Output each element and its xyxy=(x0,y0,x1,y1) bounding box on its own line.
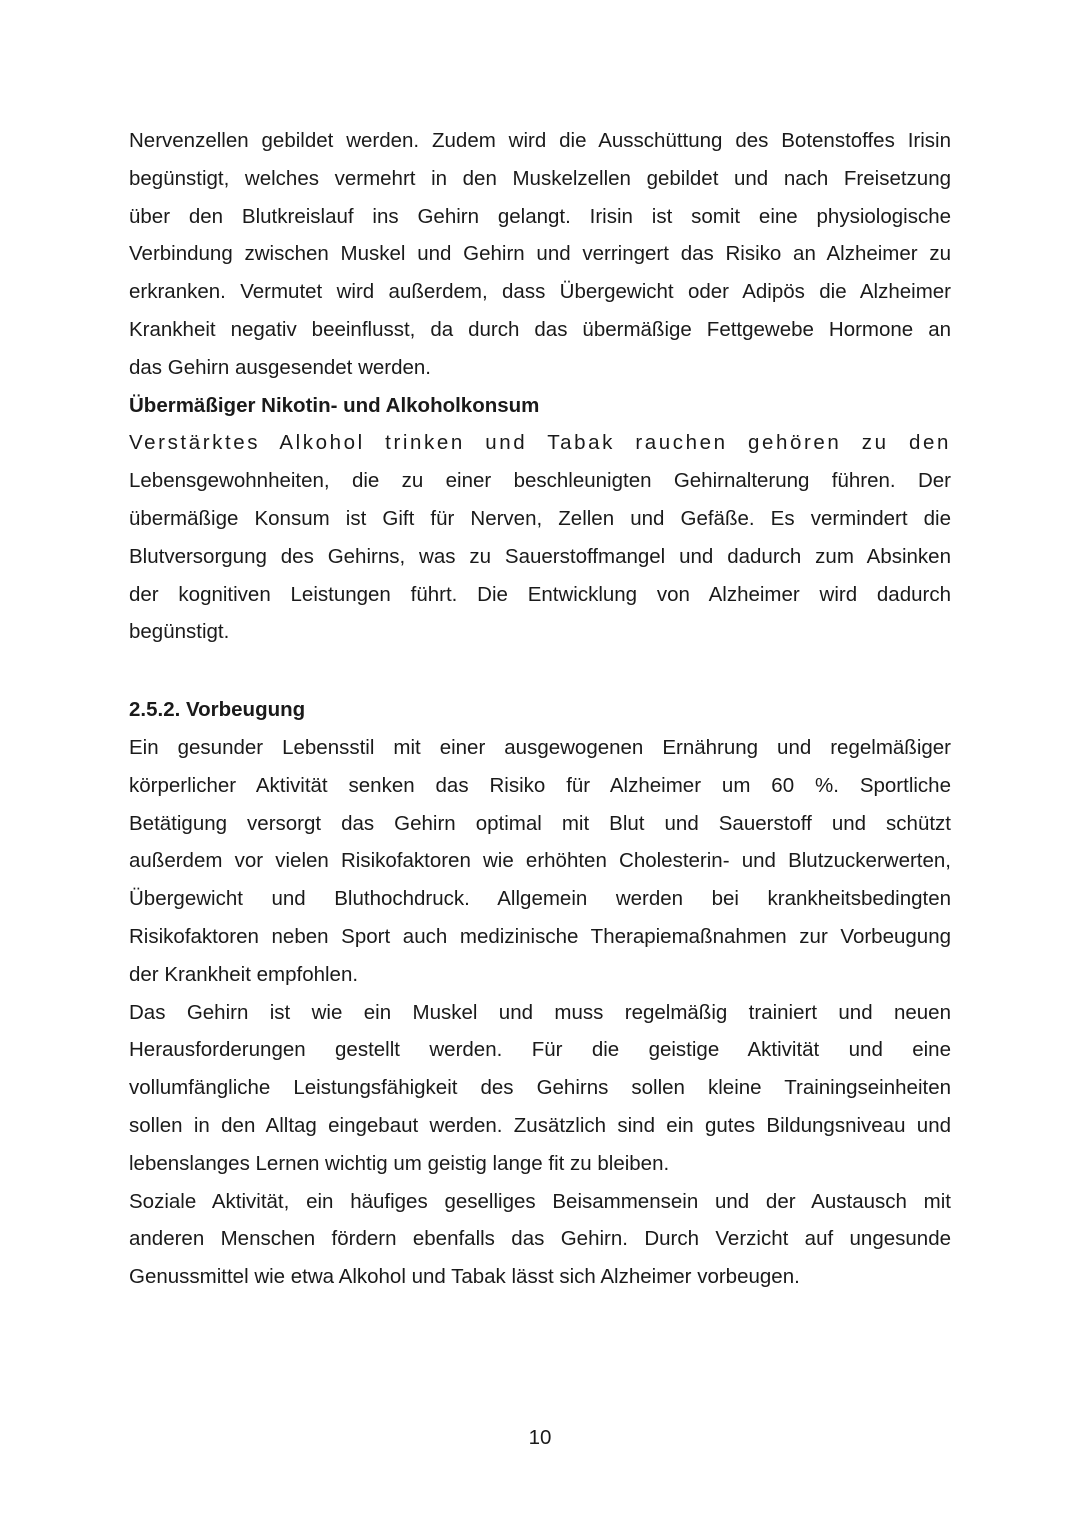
page-body xyxy=(129,122,951,1296)
paragraph-lifestyle xyxy=(129,729,951,994)
text-line: anderen Menschen fördern ebenfalls das Gehirn. Durch Verzicht auf ungesunde xyxy=(129,1227,951,1251)
paragraph-nicotine-alcohol xyxy=(129,424,951,651)
text-line: Verstärktes Alkohol trinken und Tabak rauchen gehören zu den xyxy=(129,431,951,455)
paragraph-social-activity xyxy=(129,1183,951,1296)
page-number: 10 xyxy=(528,1426,552,1449)
text-line: übermäßige Konsum ist Gift für Nerven, Zellen und Gefäße. Es vermindert die xyxy=(129,506,951,530)
section-heading-nicotine-alcohol: Übermäßiger Nikotin- und Alkoholkonsum xyxy=(129,393,540,417)
text-line: Verbindung zwischen Muskel und Gehirn und verringert das Risiko an Alzheimer zu xyxy=(129,242,951,266)
paragraph-brain-activity xyxy=(129,122,951,387)
text-line: lebenslanges Lernen wichtig um geistig lange fit zu bleiben. xyxy=(129,1151,670,1175)
text-line: Risikofaktoren neben Sport auch medizinische Therapiemaßnahmen zur Vorbeugung xyxy=(129,924,951,948)
text-line: vollumfängliche Leistungsfähigkeit des Gehirns sollen kleine Trainingseinheiten xyxy=(129,1076,951,1100)
text-line: Nervenzellen gebildet werden. Zudem wird die Ausschüttung des Botenstoffes Irisin xyxy=(129,129,951,152)
section-heading-prevention: 2.5.2. Vorbeugung xyxy=(129,698,306,722)
text-line: Blutversorgung des Gehirns, was zu Sauerstoffmangel und dadurch zum Absinken xyxy=(129,544,951,568)
text-line: der kognitiven Leistungen führt. Die Entwicklung von Alzheimer wird dadurch xyxy=(129,582,951,606)
text-line: Das Gehirn ist wie ein Muskel und muss regelmäßig trainiert und neuen xyxy=(129,1000,951,1024)
text-line: Soziale Aktivität, ein häufiges geselliges Beisammensein und der Austausch mit xyxy=(129,1189,951,1213)
text-line: das Gehirn ausgesendet werden. xyxy=(129,355,432,379)
text-line: körperlicher Aktivität senken das Risiko für Alzheimer um 60 %. Sportliche xyxy=(129,773,951,797)
text-line: erkranken. Vermutet wird außerdem, dass Übergewicht oder Adipös die Alzheimer xyxy=(129,280,951,304)
text-line: Lebensgewohnheiten, die zu einer beschleunigten Gehirnalterung führen. Der xyxy=(129,469,951,493)
text-line: begünstigt, welches vermehrt in den Muskelzellen gebildet und nach Freisetzung xyxy=(129,166,951,190)
text-line: Genussmittel wie etwa Alkohol und Tabak lässt sich Alzheimer vorbeugen. xyxy=(129,1265,800,1289)
text-line: sollen in den Alltag eingebaut werden. Zusätzlich sind ein gutes Bildungsniveau und xyxy=(129,1113,951,1137)
text-line: begünstigt. xyxy=(129,620,230,644)
text-line: Krankheit negativ beeinflusst, da durch das übermäßige Fettgewebe Hormone an xyxy=(129,317,951,341)
text-line: Übergewicht und Bluthochdruck. Allgemein werden bei krankheitsbedingten xyxy=(129,887,951,911)
text-line: über den Blutkreislauf ins Gehirn gelangt. Irisin ist somit eine physiologische xyxy=(129,204,951,228)
text-line: Herausforderungen gestellt werden. Für die geistige Aktivität und eine xyxy=(129,1038,951,1062)
text-line: außerdem vor vielen Risikofaktoren wie erhöhten Cholesterin- und Blutzuckerwerten, xyxy=(129,849,951,873)
paragraph-brain-training xyxy=(129,994,951,1183)
text-line: Ein gesunder Lebensstil mit einer ausgewogenen Ernährung und regelmäßiger xyxy=(129,735,951,759)
text-line: der Krankheit empfohlen. xyxy=(129,962,359,986)
text-line: Betätigung versorgt das Gehirn optimal mit Blut und Sauerstoff und schützt xyxy=(129,811,951,835)
section-spacer xyxy=(129,651,951,691)
